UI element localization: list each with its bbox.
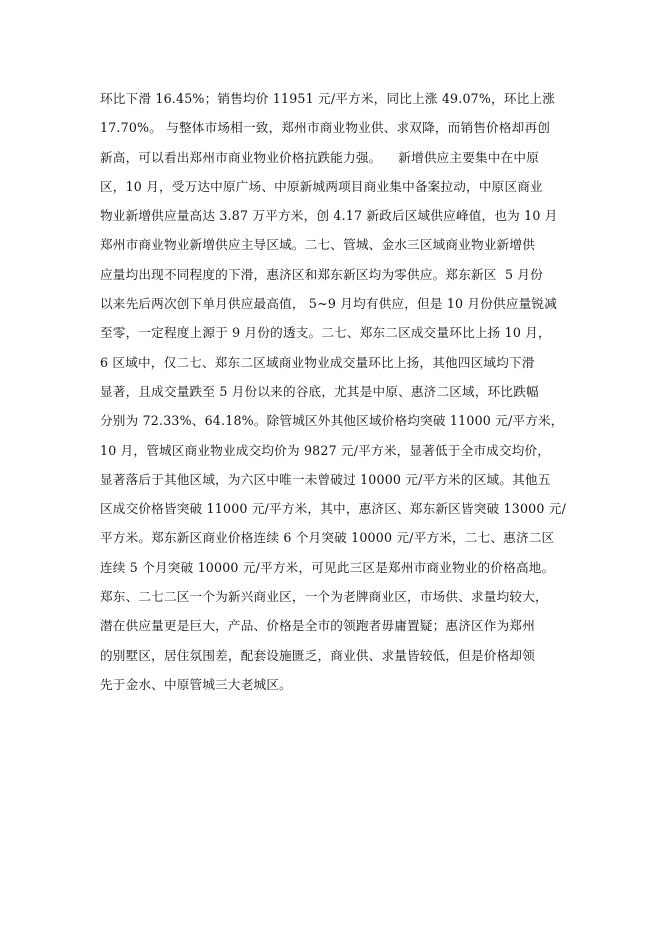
text-line: 显著落后于其他区域，为六区中唯一未曾破过 10000 元/平方米的区域。其他五	[100, 471, 551, 487]
text-line: 平方米。郑东新区商业价格连续 6 个月突破 10000 元/平方米，二七、惠济二区	[100, 530, 555, 546]
text-line: 应量均出现不同程度的下滑，惠济区和郑东新区均为零供应。郑东新区 5 月份	[100, 266, 544, 282]
text-line: 17.70%。 与整体市场相一致，郑州市商业物业供、求双降，而销售价格却再创	[100, 120, 551, 136]
text-line: 新高，可以看出郑州市商业物业价格抗跌能力强。 新增供应主要集中在中原	[100, 149, 540, 165]
text-line: 6 区域中，仅二七、郑东二区域商业物业成交量环比上扬，其他四区域均下滑	[100, 354, 535, 370]
text-line: 区成交价格皆突破 11000 元/平方米，其中，惠济区、郑东新区皆突破 13000 元/	[100, 501, 567, 517]
text-line: 至零，一定程度上源于 9 月份的透支。二七、郑东二区成交量环比上扬 10 月，	[100, 325, 551, 341]
text-line: 10 月，管城区商业物业成交均价为 9827 元/平方米，显著低于全市成交均价，	[100, 442, 551, 458]
text-line: 显著，且成交量跌至 5 月份以来的谷底，尤其是中原、惠济二区域，环比跌幅	[100, 383, 539, 399]
body-paragraph	[100, 84, 570, 699]
text-line: 郑东、二七二区一个为新兴商业区，一个为老牌商业区，市场供、求量均较大，	[100, 589, 548, 605]
text-line: 潜在供应量更是巨大，产品、价格是全市的领跑者毋庸置疑；惠济区作为郑州	[100, 618, 535, 634]
text-line: 先于金水、中原管城三大老城区。	[100, 676, 292, 692]
text-line: 环比下滑 16.45%；销售均价 11951 元/平方米，同比上涨 49.07%，环比上涨	[100, 91, 556, 106]
text-line: 物业新增供应量高达 3.87 万平方米，创 4.17 新政后区域供应峰值，也为 10 月	[100, 208, 558, 224]
text-line: 的别墅区，居住氛围差，配套设施匮乏，商业供、求量皆较低，但是价格却领	[100, 647, 535, 663]
text-line: 区，10 月，受万达中原广场、中原新城两项目商业集中备案拉动，中原区商业	[100, 178, 543, 194]
text-line: 郑州市商业物业新增供应主导区域。二七、管城、金水三区域商业物业新增供	[100, 237, 535, 253]
text-line: 分别为 72.33%、64.18%。除管城区外其他区域价格均突破 11000 元/平方米，	[100, 413, 564, 429]
text-line: 以来先后两次创下单月供应最高值， 5~9 月均有供应，但是 10 月份供应量锐减	[100, 296, 558, 312]
text-line: 连续 5 个月突破 10000 元/平方米，可见此三区是郑州市商业物业的价格高地。	[100, 559, 555, 575]
